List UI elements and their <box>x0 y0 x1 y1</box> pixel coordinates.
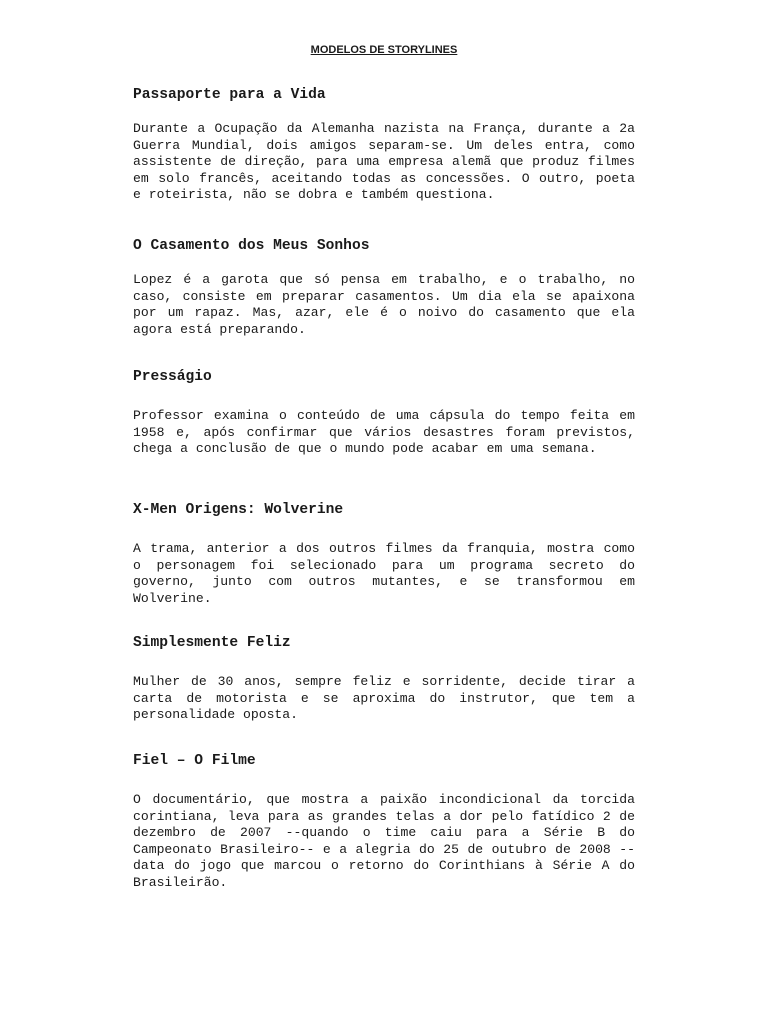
storyline-text: Mulher de 30 anos, sempre feliz e sorridente, decide tirar a carta de motorista e se aproxima do instrutor, que tem a personalidade oposta. <box>133 674 635 723</box>
storyline-text: A trama, anterior a dos outros filmes da franquia, mostra como o personagem foi selecionado para um programa secreto do governo, junto com outros mutantes, e se transformou em Wolverine. <box>133 541 635 606</box>
storyline-section <box>133 368 635 458</box>
storyline-title: Fiel – O Filme <box>133 753 256 769</box>
storyline-title: Presságio <box>133 369 212 385</box>
storyline-section <box>133 634 635 724</box>
storyline-section <box>133 237 635 338</box>
storyline-title: Simplesmente Feliz <box>133 635 291 651</box>
storyline-section <box>133 501 635 607</box>
storyline-text: Durante a Ocupação da Alemanha nazista na França, durante a 2a Guerra Mundial, dois amigos separam-se. Um deles entra, como assistente de direção, para uma empresa alemã que produz filmes em solo francês, aceitando todas as concessões. O outro, poeta e roteirista, não se dobra e também questiona. <box>133 121 635 203</box>
storyline-section <box>133 86 635 204</box>
storyline-title: O Casamento dos Meus Sonhos <box>133 238 370 254</box>
storyline-text: Lopez é a garota que só pensa em trabalho, e o trabalho, no caso, consiste em preparar casamentos. Um dia ela se apaixona por um rapaz. Mas, azar, ele é o noivo do casamento que ela agora está preparando. <box>133 272 635 337</box>
storyline-text: Professor examina o conteúdo de uma cápsula do tempo feita em 1958 e, após confirmar que vários desastres foram previstos, chega a conclusão de que o mundo pode acabar em uma semana. <box>133 408 635 457</box>
storyline-title: Passaporte para a Vida <box>133 87 326 103</box>
storyline-title: X-Men Origens: Wolverine <box>133 502 344 518</box>
document-title: MODELOS DE STORYLINES <box>310 44 458 56</box>
storyline-section <box>133 752 635 892</box>
storyline-text: O documentário, que mostra a paixão incondicional da torcida corintiana, leva para as grandes telas a dor pelo fatídico 2 de dezembro de 2007 --quando o time caiu para a Série B do Campeonato Brasileiro-- e a alegria do 25 de outubro de 2008 --data do jogo que marcou o retorno do Corinthians à Série A do Brasileirão. <box>133 792 635 890</box>
